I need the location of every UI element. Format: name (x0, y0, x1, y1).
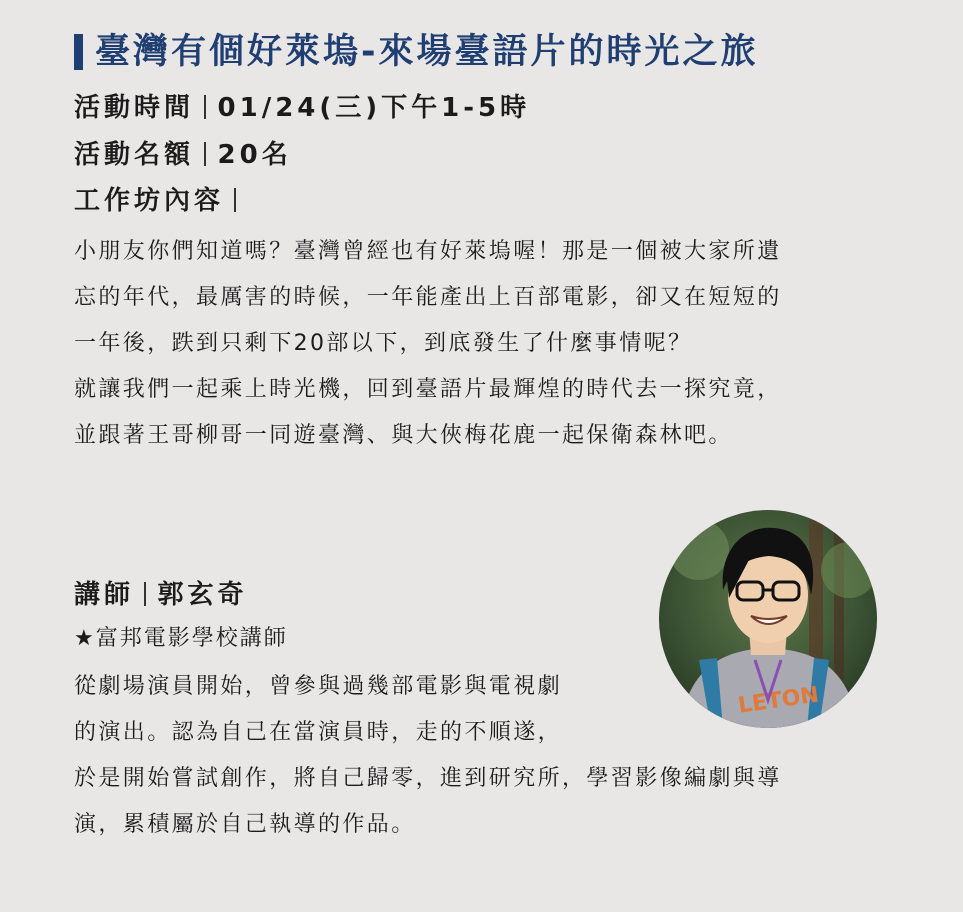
svg-text:LETON: LETON (736, 682, 821, 719)
title-block (74, 30, 759, 74)
description-line: 並跟著王哥柳哥一同遊臺灣、與大俠梅花鹿一起保衛森林吧。 (74, 423, 733, 448)
description-line: 就讓我們一起乘上時光機，回到臺語片最輝煌的時代去一探究竟， (74, 377, 782, 402)
event-time-label: 活動時間 (74, 93, 195, 123)
separator (204, 95, 206, 119)
workshop-content-label: 工作坊內容 (74, 186, 225, 216)
bio-line: 的演出。認為自己在當演員時，走的不順遂， (74, 720, 563, 745)
speaker-title: ★富邦電影學校講師 (74, 626, 288, 651)
event-time-value: 01/24(三)下午1-5時 (217, 93, 531, 123)
separator (234, 188, 236, 212)
bio-line: 演，累積屬於自己執導的作品。 (74, 812, 416, 837)
event-time-row (74, 91, 530, 125)
description-line: 小朋友你們知道嗎？臺灣曾經也有好萊塢喔！那是一個被大家所遺 (74, 239, 782, 264)
workshop-content-row (74, 184, 248, 218)
speaker-label: 講師 (74, 580, 135, 610)
bio-line: 從劇場演員開始，曾參與過幾部電影與電視劇 (74, 674, 563, 699)
speaker-photo-illustration (659, 510, 877, 728)
event-quota-value: 20名 (217, 140, 292, 170)
speaker-avatar (659, 510, 877, 728)
separator (144, 582, 146, 606)
description-line: 忘的年代，最厲害的時候，一年能產出上百部電影，卻又在短短的 (74, 285, 782, 310)
page-title: 臺灣有個好萊塢-來場臺語片的時光之旅 (95, 32, 759, 72)
description-line: 一年後，跌到只剩下20部以下，到底發生了什麼事情呢？ (74, 331, 693, 356)
event-quota-label: 活動名額 (74, 140, 195, 170)
title-accent-bar (74, 34, 83, 70)
bio-line: 於是開始嘗試創作，將自己歸零，進到研究所，學習影像編劇與導 (74, 766, 782, 791)
speaker-name: 郭玄奇 (157, 580, 248, 610)
separator (204, 142, 206, 166)
speaker-row (74, 578, 248, 612)
event-quota-row (74, 138, 292, 172)
workshop-description (74, 229, 904, 459)
